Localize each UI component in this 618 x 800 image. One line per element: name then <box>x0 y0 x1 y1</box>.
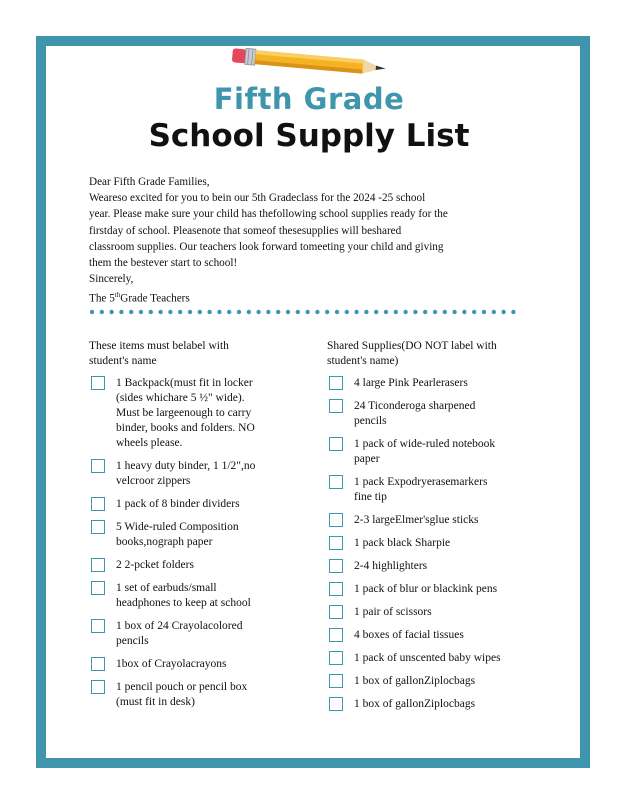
divider-dot <box>227 310 231 314</box>
divider-dot <box>129 310 133 314</box>
letter-line: classroom supplies. Our teachers look forward tomeeting your child and giving <box>89 240 444 253</box>
divider-dot <box>247 310 251 314</box>
divider-dot <box>276 310 280 314</box>
divider-dot <box>403 310 407 314</box>
heading-line: student's name) <box>327 355 399 367</box>
checklist-item <box>89 497 299 512</box>
divider-dot <box>178 310 182 314</box>
letter-text <box>89 174 519 307</box>
letter-line: year. Please make sure your child has thefollowing school supplies ready for the <box>89 208 448 221</box>
left-checklist <box>89 376 299 710</box>
checklist-item <box>327 628 537 643</box>
item-text-line: 1 pack black Sharpie <box>354 537 451 549</box>
divider-dot <box>168 310 172 314</box>
dotted-divider <box>89 308 519 316</box>
item-text-line: headphones to keep at school <box>116 597 251 609</box>
divider-dot <box>188 310 192 314</box>
checkbox[interactable] <box>329 536 343 550</box>
divider-dot <box>100 310 104 314</box>
letter-line: Weareso excited for you to bein our 5th Gradeclass for the 2024 -25 school <box>89 192 426 205</box>
checkbox[interactable] <box>329 513 343 527</box>
heading-line: student's name <box>89 355 157 367</box>
item-text-line: paper <box>354 453 380 465</box>
letter-line: Sincerely, <box>89 273 134 286</box>
signoff-prefix: The 5 <box>89 293 115 306</box>
item-text-line: 1box of Crayolacrayons <box>116 658 227 670</box>
divider-dot <box>207 310 211 314</box>
checklist-item <box>327 536 537 551</box>
heading-line: Shared Supplies(DO NOT label with <box>327 340 497 352</box>
checklist-item <box>89 680 299 710</box>
divider-dot <box>345 310 349 314</box>
item-text-line: 4 large Pink Pearlerasers <box>354 377 468 389</box>
checkbox[interactable] <box>329 674 343 688</box>
item-text-line: 1 Backpack(must fit in locker <box>116 377 253 389</box>
letter-line: Dear Fifth Grade Families, <box>89 176 210 188</box>
checkbox[interactable] <box>329 582 343 596</box>
divider-dot <box>394 310 398 314</box>
checkbox[interactable] <box>329 399 343 413</box>
letter-signoff <box>89 287 519 307</box>
divider-dot <box>149 310 153 314</box>
checkbox[interactable] <box>329 651 343 665</box>
divider-dot <box>472 310 476 314</box>
divider-dot <box>462 310 466 314</box>
checklist-item <box>89 657 299 672</box>
item-text-line: pencils <box>354 415 387 427</box>
item-text-line: fine tip <box>354 491 387 503</box>
checklist-item <box>327 651 537 666</box>
checkbox[interactable] <box>91 657 105 671</box>
checklist-item <box>327 674 537 689</box>
divider-dot <box>413 310 417 314</box>
student-name-column <box>89 339 299 718</box>
checkbox[interactable] <box>91 581 105 595</box>
item-text-line: velcroor zippers <box>116 475 191 487</box>
item-text-line: books,nograph paper <box>116 536 213 548</box>
shared-supplies-column <box>327 339 537 720</box>
divider-dot <box>423 310 427 314</box>
signoff-suffix: Grade Teachers <box>120 293 190 306</box>
pencil-icon <box>230 47 390 79</box>
item-text-line: binder, books and folders. NO <box>116 422 255 434</box>
checklist-item <box>327 513 537 528</box>
divider-dot <box>305 310 309 314</box>
item-text-line: 1 set of earbuds/small <box>116 582 217 594</box>
checkbox[interactable] <box>91 376 105 390</box>
divider-dot <box>325 310 329 314</box>
checklist-item <box>89 459 299 489</box>
checklist-item <box>327 697 537 712</box>
divider-dot <box>501 310 505 314</box>
item-text-line: 1 heavy duty binder, 1 1/2",no <box>116 460 256 472</box>
item-text-line: 1 pack of wide-ruled notebook <box>354 438 496 450</box>
checkbox[interactable] <box>329 697 343 711</box>
checklist-item <box>327 376 537 391</box>
item-text-line: 1 pack of blur or blackink pens <box>354 583 498 595</box>
item-text-line: (must fit in desk) <box>116 696 195 708</box>
item-text-line: 2-4 highlighters <box>354 560 428 572</box>
letter-line: firstday of school. Pleasenote that someof thesesupplies will beshared <box>89 224 402 237</box>
checklist-item <box>327 437 537 467</box>
checklist-item <box>89 619 299 649</box>
checklist-item <box>89 581 299 611</box>
checkbox[interactable] <box>91 497 105 511</box>
letter-line: them the bestever start to school! <box>89 257 238 270</box>
checkbox[interactable] <box>91 520 105 534</box>
title-school-supply-list: School Supply List <box>148 118 470 154</box>
item-text-line: wheels please. <box>116 437 183 449</box>
divider-dot <box>296 310 300 314</box>
checkbox[interactable] <box>329 437 343 451</box>
divider-dot <box>217 310 221 314</box>
left-column-heading <box>89 339 299 369</box>
divider-dot <box>443 310 447 314</box>
item-text-line: 1 pack of unscented baby wipes <box>354 652 501 664</box>
checklist-item <box>327 399 537 429</box>
divider-dot <box>139 310 143 314</box>
item-text-line: 1 pack of 8 binder dividers <box>116 498 240 510</box>
item-text-line: 1 box of gallonZiplocbags <box>354 698 476 710</box>
item-text-line: 1 pencil pouch or pencil box <box>116 681 248 693</box>
item-text-line: 1 box of 24 Crayolacolored <box>116 620 243 632</box>
checklist-item <box>327 582 537 597</box>
divider-dot <box>315 310 319 314</box>
divider-dot <box>237 310 241 314</box>
divider-dot <box>158 310 162 314</box>
item-text-line: 1 pack Expodryerasemarkers <box>354 476 488 488</box>
divider-dot <box>256 310 260 314</box>
divider-dot <box>90 310 94 314</box>
checkbox[interactable] <box>329 628 343 642</box>
checkbox[interactable] <box>329 376 343 390</box>
divider-dot <box>364 310 368 314</box>
checkbox[interactable] <box>91 459 105 473</box>
right-checklist <box>327 376 537 712</box>
right-column-heading <box>327 339 537 369</box>
checklist-item <box>327 559 537 574</box>
divider-dot <box>354 310 358 314</box>
checkbox[interactable] <box>329 559 343 573</box>
item-text-line: (sides whichare 5 ½" wide). <box>116 392 245 404</box>
checkbox[interactable] <box>91 680 105 694</box>
checkbox[interactable] <box>91 619 105 633</box>
divider-dot <box>452 310 456 314</box>
checklist-item <box>89 376 299 451</box>
divider-dot <box>384 310 388 314</box>
item-text-line: 24 Ticonderoga sharpened <box>354 400 476 412</box>
signoff-sup: th <box>114 291 121 300</box>
item-text-line: 5 Wide-ruled Composition <box>116 521 239 533</box>
divider-dot <box>492 310 496 314</box>
item-text-line: 4 boxes of facial tissues <box>354 629 464 641</box>
item-text-line: 1 box of gallonZiplocbags <box>354 675 476 687</box>
item-text-line: 2-3 largeElmer'sglue sticks <box>354 514 479 526</box>
item-text-line: Must be largeenough to carry <box>116 407 252 419</box>
divider-dot <box>286 310 290 314</box>
checklist-item <box>89 558 299 573</box>
divider-dot <box>433 310 437 314</box>
heading-line: These items must belabel with <box>89 340 229 352</box>
checklist-item <box>327 605 537 620</box>
item-text-line: pencils <box>116 635 149 647</box>
item-text-line: 1 pair of scissors <box>354 606 432 618</box>
divider-dot <box>511 310 515 314</box>
checkbox[interactable] <box>329 475 343 489</box>
divider-dot <box>266 310 270 314</box>
divider-dot <box>198 310 202 314</box>
divider-dot <box>482 310 486 314</box>
checkbox[interactable] <box>91 558 105 572</box>
divider-dot <box>119 310 123 314</box>
checklist-item <box>89 520 299 550</box>
checklist-item <box>327 475 537 505</box>
divider-dot <box>109 310 113 314</box>
checkbox[interactable] <box>329 605 343 619</box>
divider-dot <box>335 310 339 314</box>
divider-dot <box>374 310 378 314</box>
title-fifth-grade: Fifth Grade <box>213 82 405 116</box>
item-text-line: 2 2-pcket folders <box>116 559 194 571</box>
